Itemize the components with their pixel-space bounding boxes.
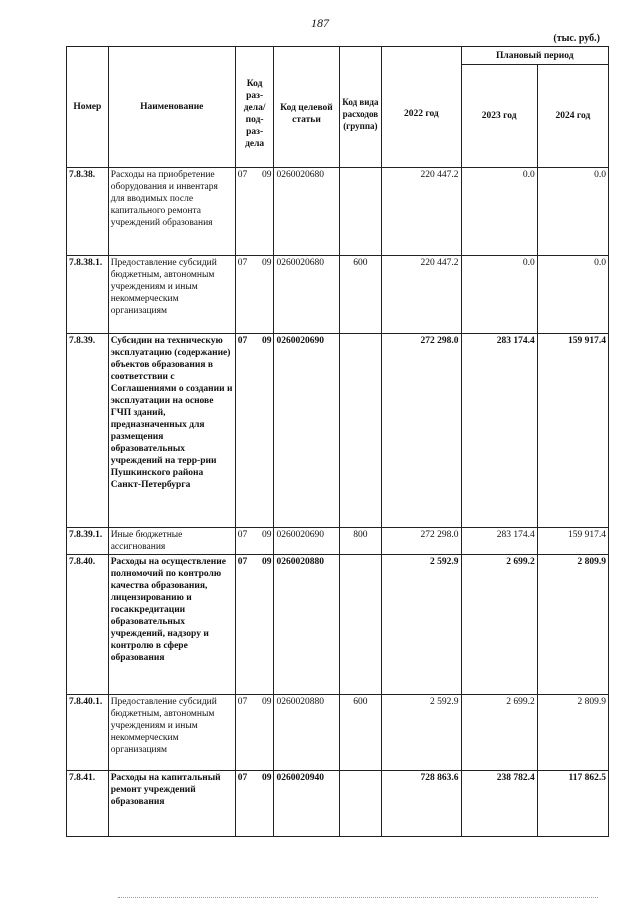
row-2022: 2 592.9 <box>382 555 461 695</box>
row-2022: 272 298.0 <box>382 528 461 555</box>
row-type-code <box>339 771 382 837</box>
row-target-code: 0260020880 <box>274 695 339 771</box>
row-subsection-code: 09 <box>261 258 272 268</box>
row-name: Расходы на капитальный ремонт учреждений образования <box>108 771 235 837</box>
row-number: 7.8.39. <box>67 334 109 528</box>
row-number: 7.8.40.1. <box>67 695 109 771</box>
table-row <box>67 334 609 528</box>
row-type-code <box>339 168 382 256</box>
row-section <box>235 695 274 771</box>
table-row <box>67 168 609 256</box>
row-target-code: 0260020680 <box>274 168 339 256</box>
row-2024: 117 862.5 <box>537 771 608 837</box>
header-number: Номер <box>67 47 109 168</box>
row-2024: 0.0 <box>537 256 608 334</box>
header-section: Код раз-дела/ под-раз-дела <box>235 47 274 168</box>
row-type-code: 800 <box>339 528 382 555</box>
row-subsection-code: 09 <box>261 697 272 707</box>
row-name: Расходы на приобретение оборудования и инвентаря для вводимых после капитального ремонта учреждений образования <box>108 168 235 256</box>
row-section-code: 07 <box>237 697 248 707</box>
row-name: Расходы на осуществление полномочий по контролю качества образования, лицензированию и госаккредитации образовательных учреждений, надзору и контролю в сфере образования <box>108 555 235 695</box>
header-2022: 2022 год <box>382 47 461 168</box>
table-row <box>67 555 609 695</box>
row-number: 7.8.40. <box>67 555 109 695</box>
header-name: Наименование <box>108 47 235 168</box>
row-2022: 728 863.6 <box>382 771 461 837</box>
row-2024: 159 917.4 <box>537 334 608 528</box>
row-number: 7.8.39.1. <box>67 528 109 555</box>
row-2023: 283 174.4 <box>461 334 537 528</box>
row-2022: 272 298.0 <box>382 334 461 528</box>
row-section-code: 07 <box>237 170 248 180</box>
row-target-code: 0260020680 <box>274 256 339 334</box>
unit-note: (тыс. руб.) <box>553 33 600 44</box>
table-row <box>67 695 609 771</box>
row-type-code: 600 <box>339 695 382 771</box>
row-number: 7.8.41. <box>67 771 109 837</box>
row-type-code <box>339 334 382 528</box>
budget-table <box>66 46 609 837</box>
row-section-code: 07 <box>237 336 248 346</box>
row-section <box>235 771 274 837</box>
row-2023: 2 699.2 <box>461 695 537 771</box>
row-target-code: 0260020880 <box>274 555 339 695</box>
header-type: Код вида расходов (группа) <box>339 47 382 168</box>
table-row <box>67 771 609 837</box>
row-2023: 0.0 <box>461 256 537 334</box>
row-name: Предоставление субсидий бюджетным, автономным учреждениям и иным некоммерческим организациям <box>108 695 235 771</box>
row-name: Субсидии на техническую эксплуатацию (содержание) объектов образования в соответствии с Соглашениями о создании и эксплуатации на основе ГЧП зданий, предназначенных для размещения образовательных учреждений на терр-рии Пушкинского района Санкт-Петербурга <box>108 334 235 528</box>
row-2023: 0.0 <box>461 168 537 256</box>
row-number: 7.8.38.1. <box>67 256 109 334</box>
row-subsection-code: 09 <box>261 557 272 567</box>
row-number: 7.8.38. <box>67 168 109 256</box>
row-target-code: 0260020940 <box>274 771 339 837</box>
header-2023: 2023 год <box>461 65 537 168</box>
row-subsection-code: 09 <box>261 170 272 180</box>
table-row <box>67 528 609 555</box>
row-subsection-code: 09 <box>261 530 272 540</box>
row-2024: 2 809.9 <box>537 555 608 695</box>
row-name: Предоставление субсидий бюджетным, автономным учреждениям и иным некоммерческим организациям <box>108 256 235 334</box>
row-section <box>235 528 274 555</box>
row-target-code: 0260020690 <box>274 528 339 555</box>
row-section <box>235 168 274 256</box>
row-2022: 220 447.2 <box>382 256 461 334</box>
row-2023: 283 174.4 <box>461 528 537 555</box>
row-2024: 2 809.9 <box>537 695 608 771</box>
page-number: 187 <box>311 16 329 30</box>
row-2023: 2 699.2 <box>461 555 537 695</box>
row-subsection-code: 09 <box>261 336 272 346</box>
row-section <box>235 555 274 695</box>
row-2023: 238 782.4 <box>461 771 537 837</box>
table-row <box>67 256 609 334</box>
row-type-code: 600 <box>339 256 382 334</box>
header-2024: 2024 год <box>537 65 608 168</box>
row-name: Иные бюджетные ассигнования <box>108 528 235 555</box>
footer-divider <box>118 897 598 899</box>
row-2022: 2 592.9 <box>382 695 461 771</box>
row-2024: 0.0 <box>537 168 608 256</box>
row-2022: 220 447.2 <box>382 168 461 256</box>
row-target-code: 0260020690 <box>274 334 339 528</box>
row-section-code: 07 <box>237 258 248 268</box>
row-section <box>235 334 274 528</box>
row-section-code: 07 <box>237 773 248 783</box>
row-type-code <box>339 555 382 695</box>
row-2024: 159 917.4 <box>537 528 608 555</box>
row-section-code: 07 <box>237 530 248 540</box>
row-subsection-code: 09 <box>261 773 272 783</box>
header-planned: Плановый период <box>461 47 608 65</box>
header-target: Код целевой статьи <box>274 47 339 168</box>
row-section-code: 07 <box>237 557 248 567</box>
row-section <box>235 256 274 334</box>
